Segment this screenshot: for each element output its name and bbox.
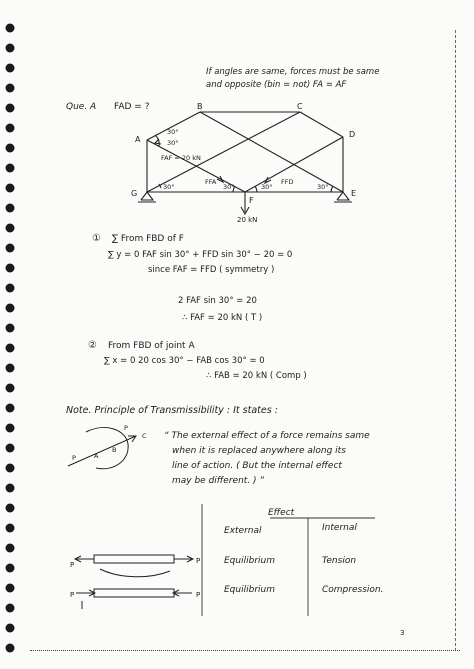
- binding-hole: [6, 124, 15, 133]
- effect-row2-internal: Compression.: [322, 585, 384, 595]
- step1-line3: since FAF = FFD ( symmetry ): [148, 265, 275, 275]
- effect-row1-internal: Tension: [322, 556, 357, 566]
- step2-line3: ∴ FAB = 20 kN ( Comp ): [206, 371, 307, 381]
- binding-hole: [6, 604, 15, 613]
- force-label-FFD: FFD: [281, 178, 294, 186]
- step2-line2: ∑ x = 0 20 cos 30° − FAB cos 30° = 0: [104, 356, 265, 366]
- sketch-label-C: C: [142, 432, 147, 440]
- header-note-line2: and opposite (bin = not) FA = AF: [206, 80, 347, 90]
- question-asked: FAD = ?: [114, 102, 150, 112]
- binding-hole: [6, 344, 15, 353]
- binding-hole: [6, 204, 15, 213]
- quote-line4: may be different. ) ”: [172, 476, 265, 486]
- margin-line: [455, 30, 456, 651]
- support-G: [141, 192, 153, 200]
- binding-hole: [6, 384, 15, 393]
- force-arrow-AF: [155, 139, 161, 144]
- angle-label-3: 30°: [163, 183, 175, 191]
- step1-line5: ∴ FAF = 20 kN ( T ): [182, 313, 263, 323]
- binding-hole: [6, 264, 15, 273]
- quote-line1: “ The external effect of a force remains same: [164, 431, 370, 441]
- binding-hole: [6, 164, 15, 173]
- step1-number: ①: [92, 233, 101, 244]
- angle-label-2: 30°: [167, 139, 179, 147]
- line-of-action: [68, 436, 136, 466]
- bottom-border: [30, 650, 460, 651]
- angle-label-4: 30°: [223, 183, 235, 191]
- binding-hole: [6, 364, 15, 373]
- effect-table-lines: [200, 500, 390, 620]
- effect-row1-external: Equilibrium: [224, 556, 275, 566]
- binding-hole: [6, 504, 15, 513]
- bar-label-P3: P: [70, 591, 75, 599]
- bar-label-P1: P: [70, 561, 75, 569]
- binding-hole: [6, 284, 15, 293]
- step1-line4: 2 FAF sin 30° = 20: [178, 296, 257, 306]
- sketch-label-B: B: [112, 446, 117, 454]
- binding-hole: [6, 64, 15, 73]
- load-label: 20 kN: [237, 216, 258, 224]
- binding-hole: [6, 184, 15, 193]
- force-label-FFA: FFA: [205, 178, 217, 186]
- binding-hole: [6, 624, 15, 633]
- joint-label-D: D: [349, 130, 356, 139]
- sketch-label-A: A: [94, 452, 99, 460]
- effect-row2-external: Equilibrium: [224, 585, 275, 595]
- binding-hole: [6, 84, 15, 93]
- binding-hole: [6, 484, 15, 493]
- transmissibility-sketch: [66, 422, 156, 482]
- binding-hole: [6, 224, 15, 233]
- binding-hole: [6, 584, 15, 593]
- force-label-FAF: FAF = 20 kN: [161, 154, 201, 162]
- angle-arc-E: [331, 186, 333, 192]
- binding-hole: [6, 564, 15, 573]
- binding-hole: [6, 424, 15, 433]
- bar-sketch: [70, 545, 205, 615]
- joint-label-E: E: [351, 189, 357, 198]
- truss-diagram: [125, 100, 365, 225]
- binding-hole: [6, 464, 15, 473]
- joint-label-F: F: [249, 196, 254, 205]
- binding-hole: [6, 404, 15, 413]
- angle-label-1: 30°: [167, 128, 179, 136]
- header-note-line1: If angles are same, forces must be same: [206, 67, 380, 77]
- binding-hole: [6, 104, 15, 113]
- binding-holes: [0, 0, 30, 669]
- page-number: 3: [400, 629, 405, 637]
- support-E: [337, 192, 349, 200]
- binding-hole: [6, 24, 15, 33]
- angle-label-5: 30°: [261, 183, 273, 191]
- effect-title: Effect: [268, 508, 295, 518]
- angle-arc-F2: [255, 186, 257, 192]
- step1-line2: ∑ y = 0 FAF sin 30° + FFD sin 30° − 20 = 0: [108, 250, 293, 260]
- member-CD: [300, 112, 343, 137]
- binding-hole: [6, 524, 15, 533]
- binding-hole: [6, 44, 15, 53]
- binding-hole: [6, 544, 15, 553]
- bar-label-P2: P: [196, 557, 201, 565]
- effect-col-internal: Internal: [322, 523, 357, 533]
- binding-hole: [6, 244, 15, 253]
- binding-hole: [6, 304, 15, 313]
- binding-hole: [6, 444, 15, 453]
- quote-line2: when it is replaced anywhere along its: [172, 446, 346, 456]
- note-heading: Note. Principle of Transmissibility : It states :: [66, 405, 278, 416]
- joint-label-A: A: [135, 135, 141, 144]
- step2-line1: From FBD of joint A: [108, 341, 195, 351]
- joint-label-C: C: [297, 102, 303, 111]
- joint-label-B: B: [197, 102, 203, 111]
- body-outline: [86, 428, 128, 469]
- step2-number: ②: [88, 340, 97, 351]
- question-label: Que. A: [66, 102, 97, 112]
- sketch-label-P1: P: [72, 454, 76, 462]
- bar-label-P4: P: [196, 591, 201, 599]
- binding-hole: [6, 144, 15, 153]
- effect-col-external: External: [224, 526, 262, 536]
- quote-line3: line of action. ( But the internal effect: [172, 461, 342, 471]
- bar-top: [94, 555, 174, 563]
- binding-hole: [6, 644, 15, 653]
- curved-arrow: [100, 569, 170, 577]
- angle-label-6: 30°: [317, 183, 329, 191]
- bar-bottom: [94, 589, 174, 597]
- joint-label-G: G: [131, 189, 138, 198]
- sketch-label-P2: P: [124, 424, 128, 432]
- step1-line1: ∑ From FBD of F: [112, 234, 184, 244]
- binding-hole: [6, 324, 15, 333]
